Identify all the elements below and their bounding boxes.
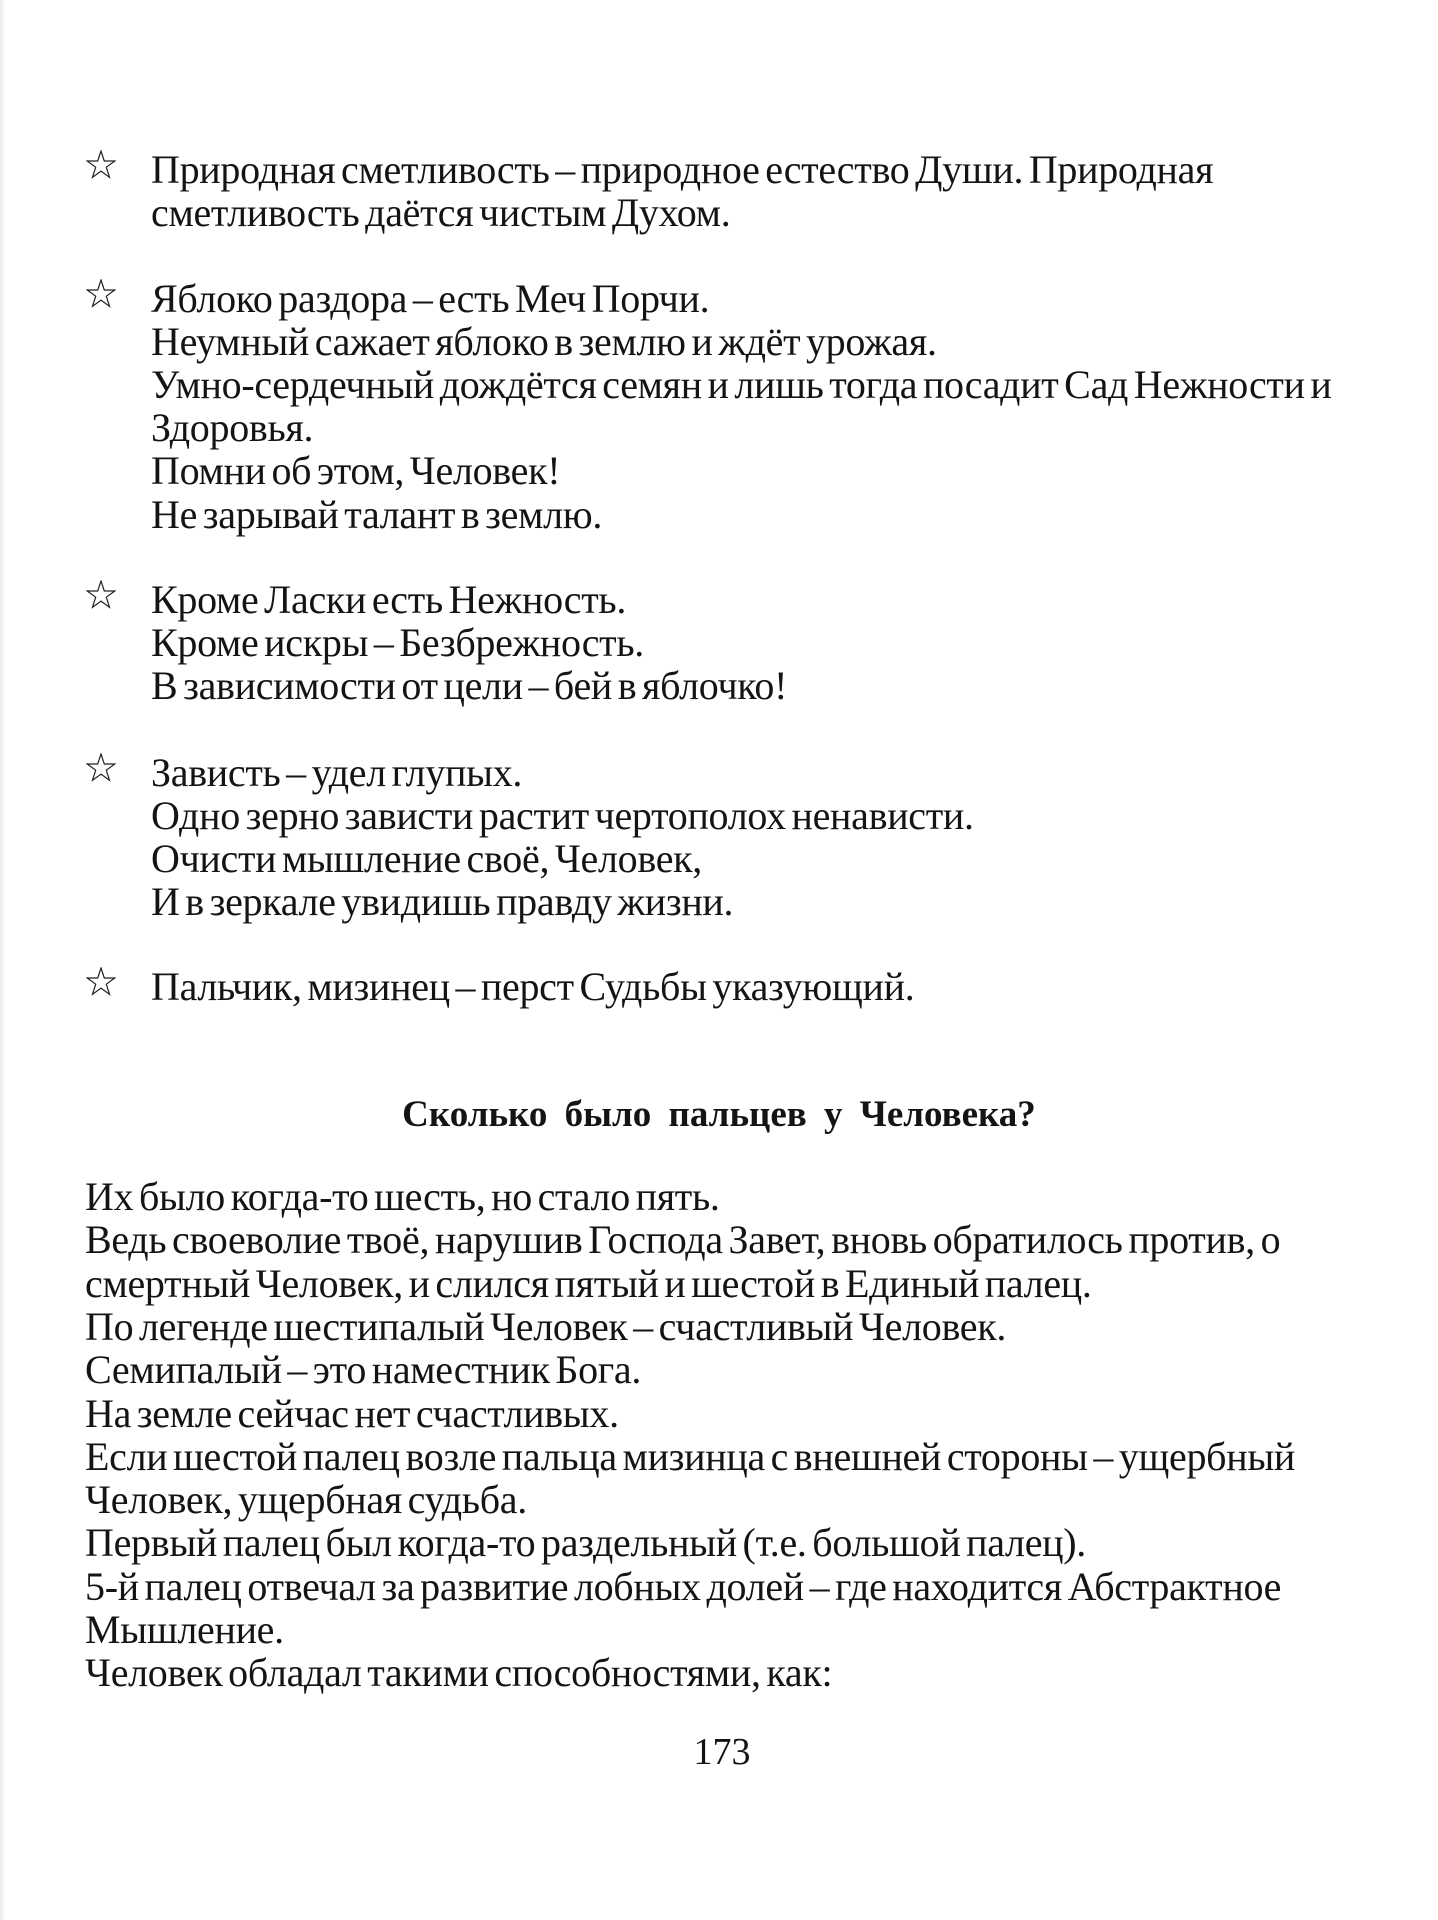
star-outline-icon: [86, 753, 116, 783]
paragraph-line: 5-й палец отвечал за развитие лобных долей – где находится Абстрактное: [85, 1563, 1282, 1609]
paragraph-line: Первый палец был когда-то раздельный (т.е. большой палец).: [85, 1520, 1086, 1566]
aphorism-line: Кроме искры – Безбрежность.: [151, 620, 644, 666]
aphorism-line: Природная сметливость – природное естество Души. Природная: [151, 147, 1214, 192]
paragraph-line: Ведь своеволие твоё, нарушив Господа Завет, вновь обратилось против, о: [85, 1217, 1281, 1263]
star-outline-icon: [86, 150, 116, 180]
aphorism-line: И в зеркале увидишь правду жизни.: [151, 879, 734, 925]
paragraph-line: Если шестой палец возле пальца мизинца с внешней стороны – ущербный: [85, 1433, 1295, 1479]
aphorism-line: Одно зерно зависти растит чертополох ненависти.: [151, 793, 974, 839]
aphorism-line: Яблоко раздора – есть Меч Порчи.: [151, 276, 710, 321]
aphorism-line: Не зарывай талант в землю.: [151, 491, 603, 537]
page-edge-shadow: [0, 0, 6, 1920]
aphorism-line: Помни об этом, Человек!: [151, 448, 561, 494]
aphorism-line: Пальчик, мизинец – перст Судьбы указующий.: [151, 964, 915, 1009]
aphorism-line: В зависимости от цели – бей в яблочко!: [151, 663, 788, 709]
paragraph-line: Мышление.: [85, 1607, 284, 1652]
paragraph-line: На земле сейчас нет счастливых.: [85, 1390, 619, 1436]
aphorism-line: Умно-сердечный дождётся семян и лишь тогда посадит Сад Нежности и: [151, 362, 1332, 408]
aphorism-line: сметливость даётся чистым Духом.: [151, 190, 731, 236]
paragraph-line: Их было когда-то шесть, но стало пять.: [85, 1174, 720, 1219]
paragraph-line: По легенде шестипалый Человек – счастливый Человек.: [85, 1303, 1007, 1349]
paragraph-line: Человек, ущербная судьба.: [85, 1477, 527, 1523]
aphorism-line: Кроме Ласки есть Нежность.: [151, 577, 627, 622]
aphorism-line: Здоровья.: [151, 405, 314, 451]
star-outline-icon: [86, 279, 116, 309]
aphorism-line: Неумный сажает яблоко в землю и ждёт урожая.: [151, 319, 937, 365]
aphorism-line: Очисти мышление своё, Человек,: [151, 836, 702, 882]
paragraph-line: Семипалый – это наместник Бога.: [85, 1347, 642, 1393]
paragraph-line: смертный Человек, и слился пятый и шестой в Единый палец.: [85, 1260, 1092, 1306]
section-heading: Сколько было пальцев у Человека?: [402, 1094, 1036, 1135]
aphorism-line: Зависть – удел глупых.: [151, 750, 523, 795]
star-outline-icon: [86, 580, 116, 610]
star-outline-icon: [86, 967, 116, 997]
paragraph-line: Человек обладал такими способностями, как:: [85, 1650, 833, 1696]
page-number: 173: [693, 1731, 751, 1773]
